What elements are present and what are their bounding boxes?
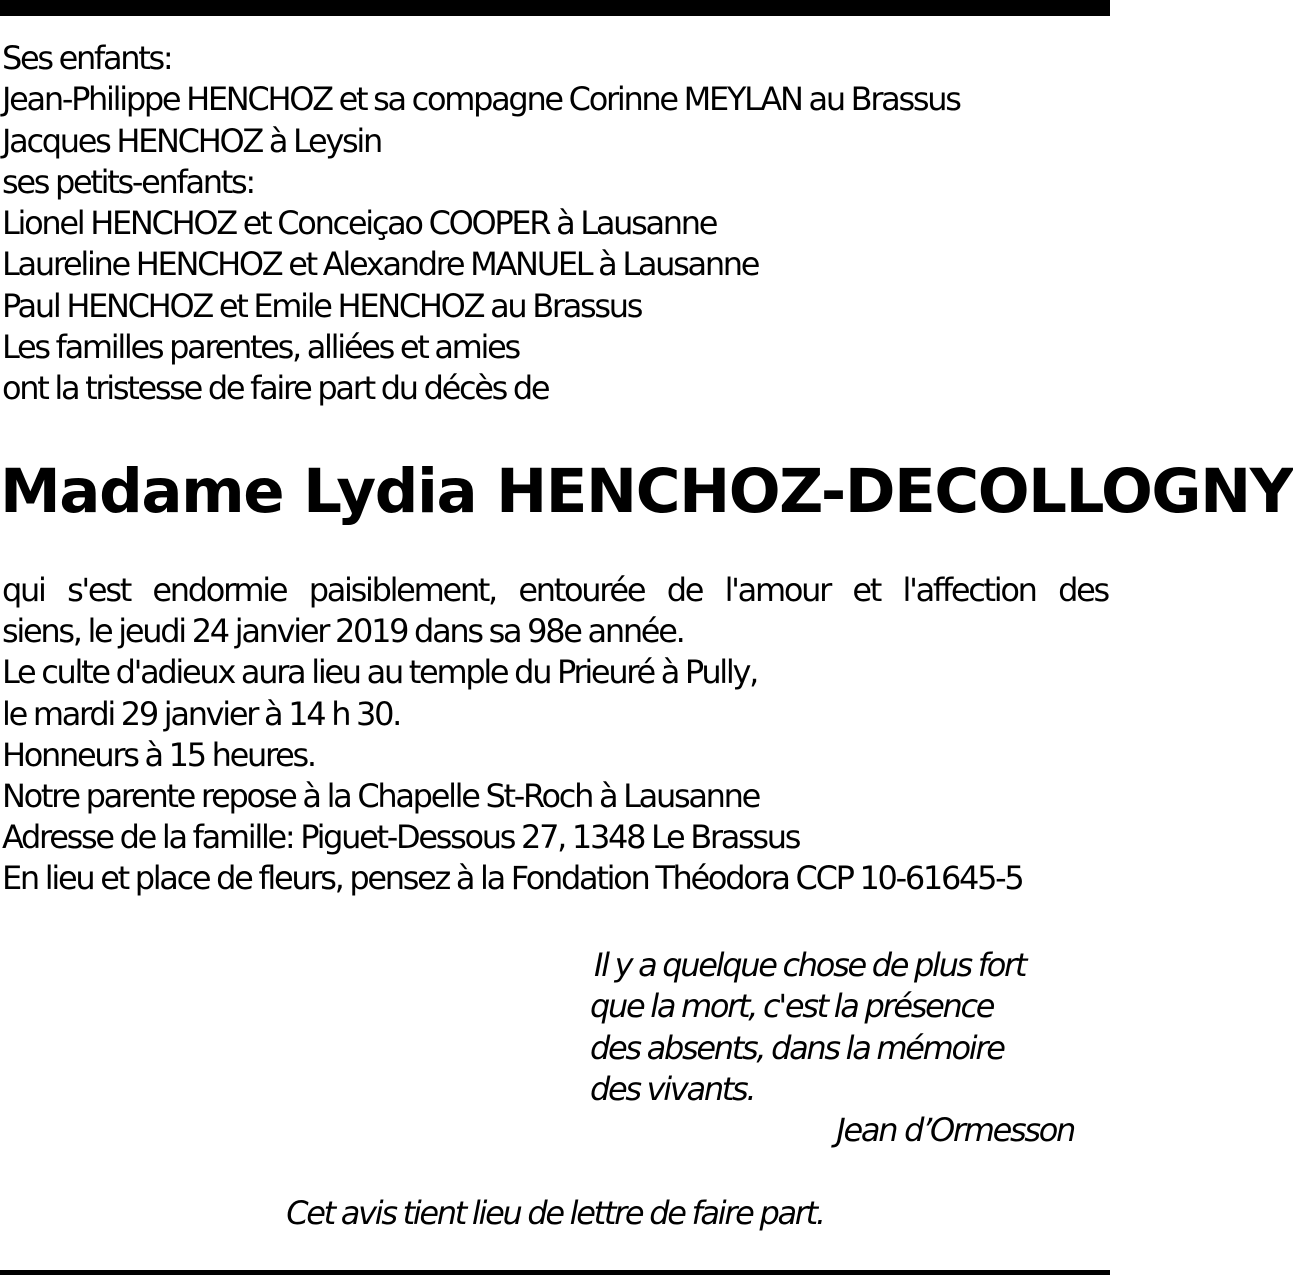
details-line: Honneurs à 15 heures.: [2, 735, 315, 774]
details-word: l'affection: [902, 571, 1036, 609]
details-word: qui: [2, 571, 45, 609]
quote-line: des vivants.: [590, 1069, 755, 1108]
family-line: Les familles parentes, alliées et amies: [2, 328, 519, 367]
details-line: le mardi 29 janvier à 14 h 30.: [2, 694, 401, 733]
details-word: endormie: [152, 571, 287, 609]
family-line: Laureline HENCHOZ et Alexandre MANUEL à Lausanne: [2, 245, 759, 284]
details-word: et: [852, 571, 881, 609]
family-line: Jacques HENCHOZ à Leysin: [2, 121, 381, 160]
family-line: ses petits-enfants:: [2, 162, 254, 201]
family-line: Jean-Philippe HENCHOZ et sa compagne Corinne MEYLAN au Brassus: [2, 80, 960, 119]
family-list: [2, 38, 1102, 410]
quote: [590, 945, 1080, 1110]
details-line-justified: [2, 570, 1108, 611]
details-word: s'est: [67, 571, 130, 609]
details-word: des: [1058, 571, 1108, 609]
family-line: Lionel HENCHOZ et Conceiçao COOPER à Lausanne: [2, 204, 717, 243]
bottom-border-rule: [0, 1270, 1110, 1275]
details-line: Notre parente repose à la Chapelle St-Roch à Lausanne: [2, 777, 759, 816]
quote-author: Jean d’Ormesson: [836, 1111, 1074, 1149]
details-line: Le culte d'adieux aura lieu au temple du Prieuré à Pully,: [2, 653, 757, 692]
details-word: de: [666, 571, 703, 609]
obituary-details: [2, 570, 1108, 900]
top-border-rule: [0, 0, 1110, 16]
quote-line: que la mort, c'est la présence: [590, 987, 994, 1026]
family-line: Paul HENCHOZ et Emile HENCHOZ au Brassus: [2, 286, 642, 325]
family-line: ont la tristesse de faire part du décès de: [2, 369, 549, 408]
quote-line: Il y a quelque chose de plus fort: [594, 946, 1026, 984]
details-word: paisiblement,: [308, 571, 496, 609]
details-word: entourée: [518, 571, 645, 609]
details-word: l'amour: [724, 571, 830, 609]
family-line: Ses enfants:: [2, 39, 172, 77]
details-line: En lieu et place de fleurs, pensez à la Fondation Théodora CCP 10-61645-5: [2, 859, 1023, 898]
details-line: siens, le jeudi 24 janvier 2019 dans sa 98e année.: [2, 612, 684, 651]
quote-line: des absents, dans la mémoire: [590, 1028, 1004, 1067]
deceased-name: Madame Lydia HENCHOZ-DECOLLOGNY: [0, 456, 1293, 527]
footer-note: Cet avis tient lieu de lettre de faire part.: [286, 1194, 824, 1232]
details-line: Adresse de la famille: Piguet-Dessous 27, 1348 Le Brassus: [2, 818, 800, 857]
